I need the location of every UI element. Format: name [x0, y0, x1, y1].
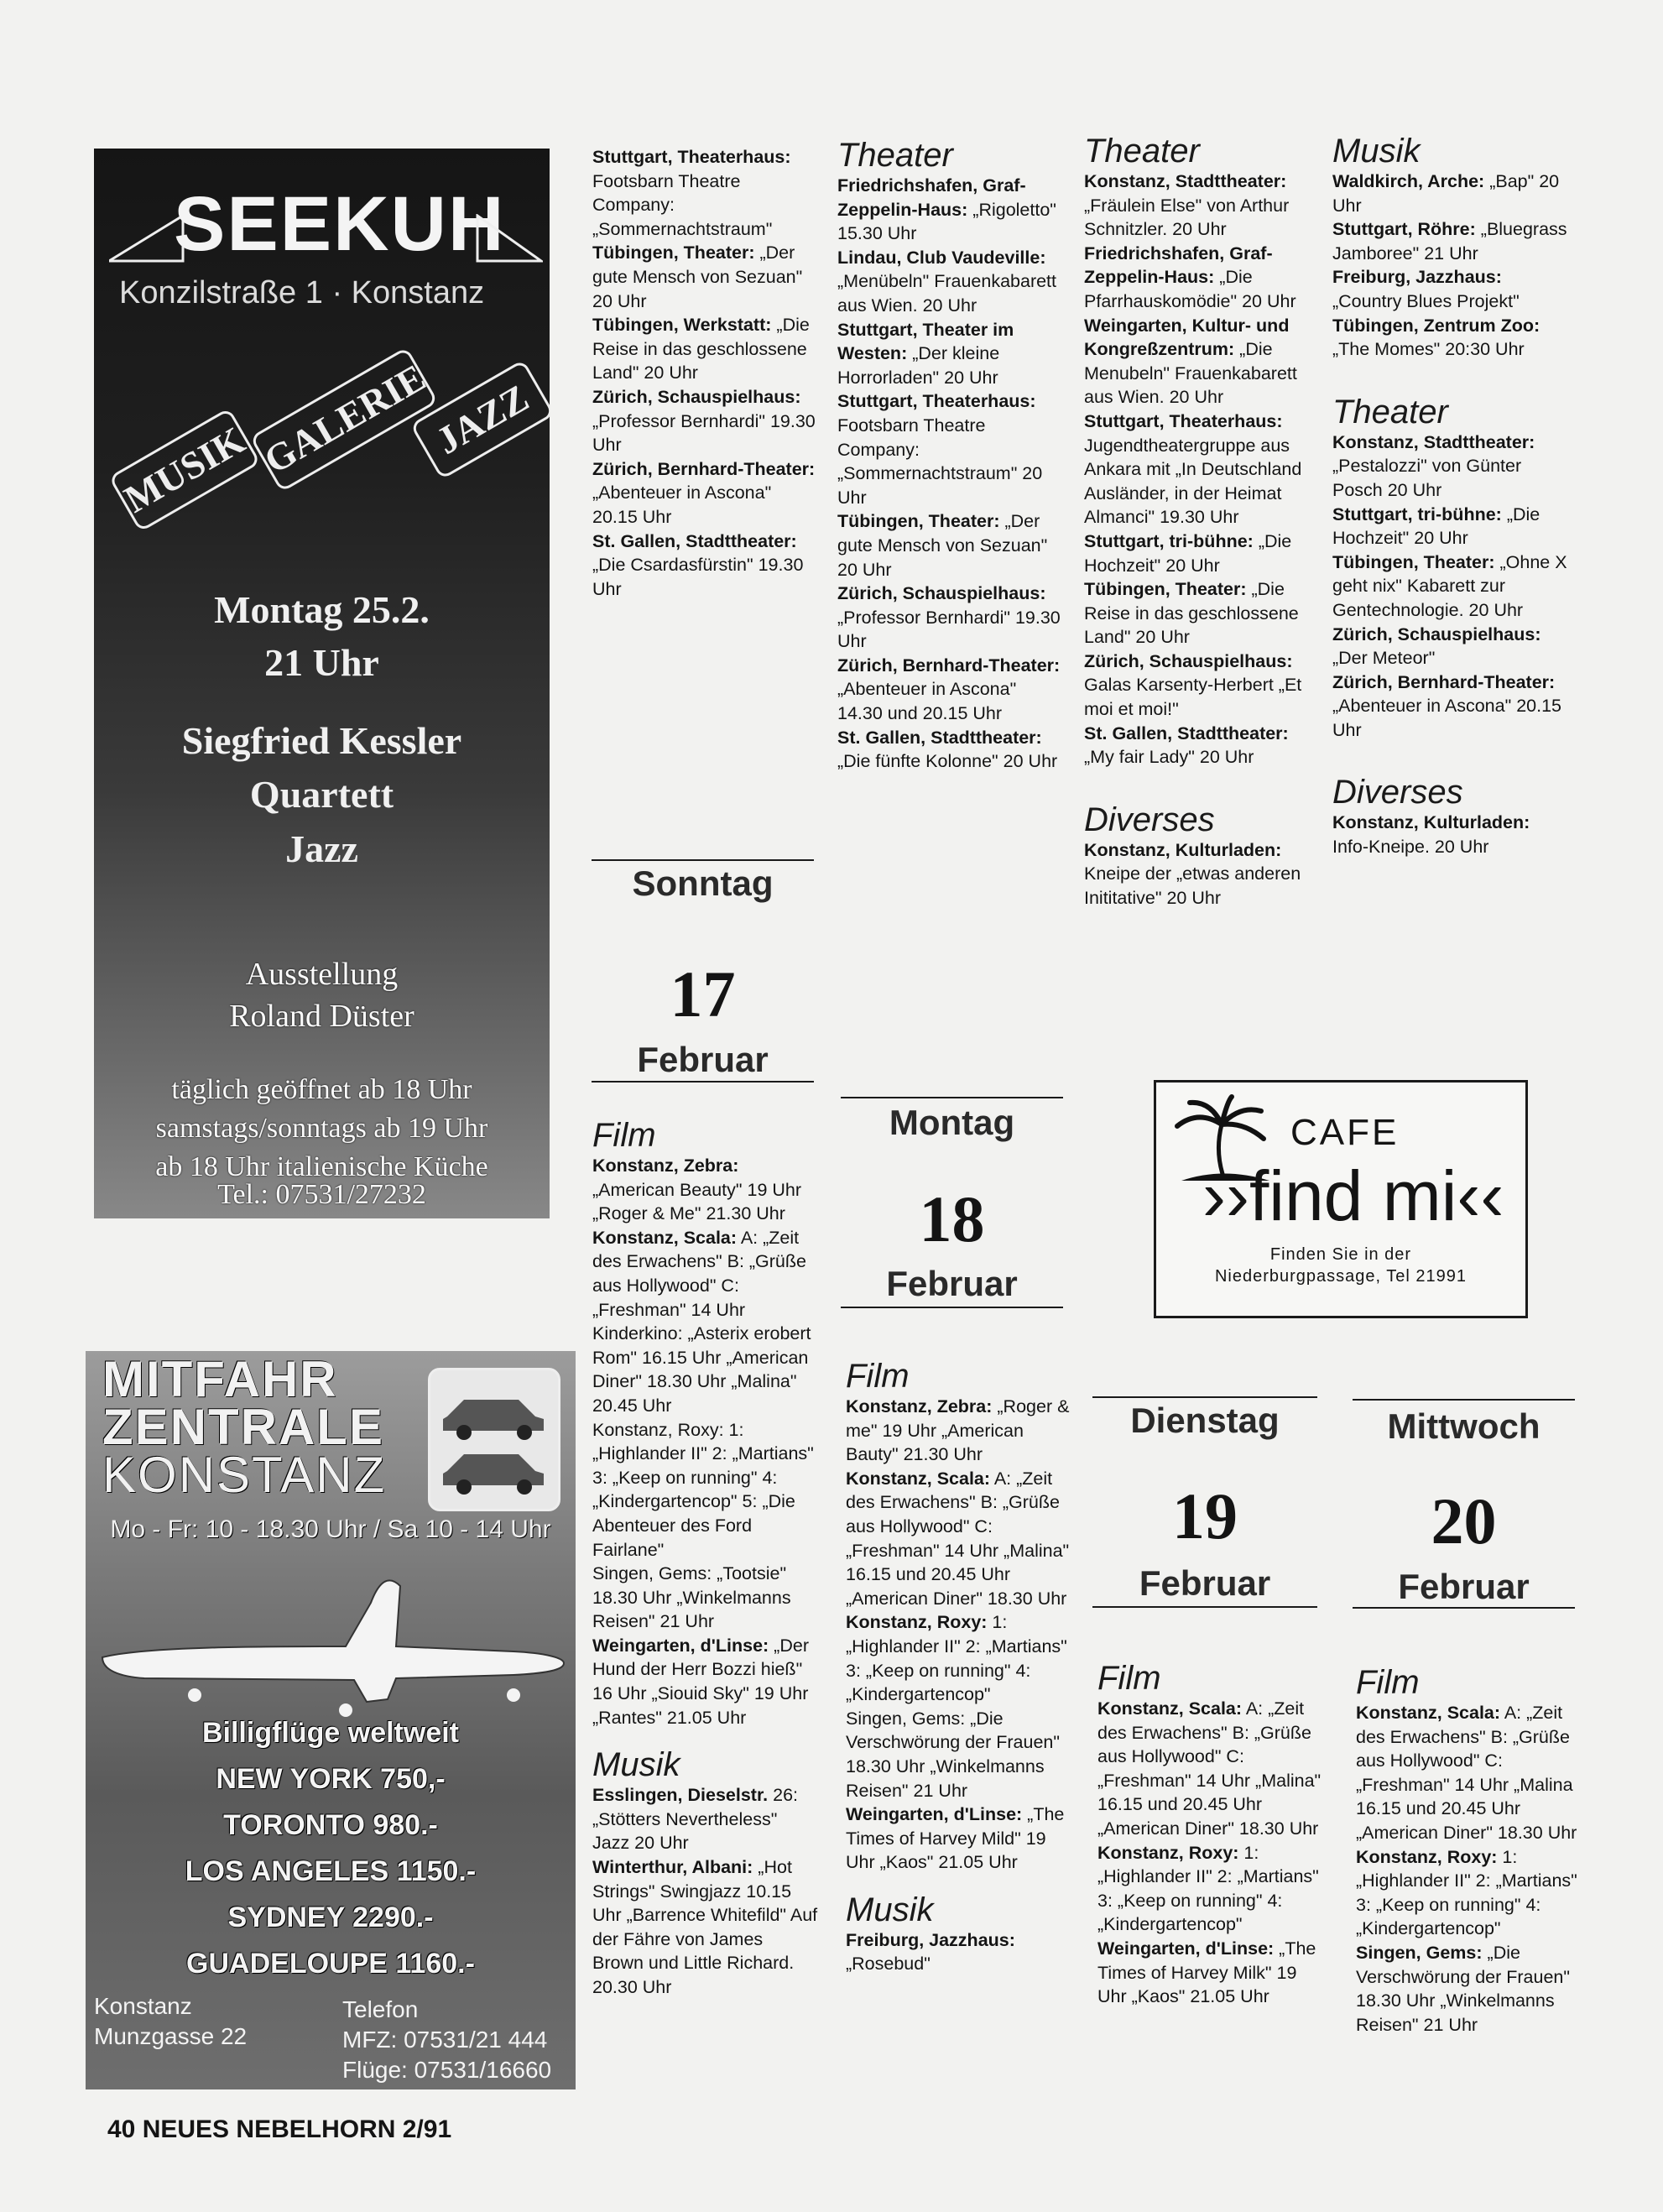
- event-details: Footsbarn Theatre Company: „Sommernachtstraum": [592, 170, 773, 239]
- venue-name: Friedrichshafen, Graf-Zeppelin-Haus:: [1084, 243, 1273, 288]
- listing-entry: [846, 1802, 1071, 1875]
- event-details: „The Momes" 20:30 Uhr: [1332, 339, 1525, 360]
- venue-name: St. Gallen, Stadttheater:: [592, 530, 797, 551]
- listing-entry: [846, 1928, 1071, 1976]
- seekuh-phone: Tel.: 07531/27232: [217, 1179, 426, 1210]
- event-details: „Der Meteor": [1332, 648, 1436, 669]
- mfz-line-2: ZENTRALE: [102, 1399, 384, 1455]
- venue-name: Weingarten, d'Linse:: [846, 1804, 1023, 1825]
- listing-entry: [1332, 217, 1567, 265]
- listing-entry: [1332, 265, 1567, 313]
- mfz-street: Munzgasse 22: [94, 2023, 248, 2049]
- flights-phone: Flüge: 07531/16660: [342, 2057, 552, 2083]
- listing-entry: [1097, 1937, 1326, 2009]
- venue-name: Tübingen, Theater:: [592, 243, 755, 263]
- section-heading-film: Film: [1097, 1660, 1161, 1697]
- destination-item: TORONTO 980.-: [223, 1809, 438, 1841]
- venue-name: Tübingen, Theater:: [1084, 579, 1247, 600]
- listing-entry: [592, 530, 819, 602]
- day-header-tuesday: [1092, 1395, 1317, 1625]
- listing-entry: [592, 1154, 819, 1226]
- badge-jazz: JAZZ: [409, 359, 550, 480]
- venue-name: Zürich, Schauspielhaus:: [1332, 623, 1541, 644]
- venue-name: Stuttgart, tri-bühne:: [1084, 530, 1254, 551]
- venue-name: Stuttgart, Theaterhaus:: [592, 147, 791, 167]
- seekuh-address: Konzilstraße 1 · Konstanz: [119, 275, 485, 310]
- listing-entry: [837, 246, 1062, 318]
- event-details: „Die Reise in das geschlossene Land" 20 Uhr: [1084, 579, 1299, 648]
- event-details: A: „Zeit des Erwachens" B: „Grüße aus Hollywood" C: „Freshman" 14 Uhr „Malina" 16.15 und 20.45 Uhr „American Diner" 18.30 Uhr: [1097, 1698, 1322, 1839]
- event-details: Konstanz, Roxy: 1: „Highlander II" 2: „Martians" 3: „Keep on running" 4: „Kindergartencop" 5: „Die Abenteuer des Ford Fairlane": [592, 1419, 814, 1560]
- column-b-top: [837, 138, 1062, 774]
- listing-entry: [837, 389, 1062, 509]
- day-header-monday: [841, 1095, 1063, 1323]
- day-number: 18: [919, 1182, 985, 1255]
- listing-entry: [1084, 242, 1312, 314]
- exhibit-artist: Roland Düster: [229, 999, 414, 1034]
- day-number: 17: [670, 957, 736, 1030]
- event-details: „Der gute Mensch von Sezuan" 20 Uhr: [837, 511, 1048, 580]
- venue-name: Freiburg, Jazzhaus:: [846, 1929, 1015, 1950]
- venue-name: Tübingen, Zentrum Zoo:: [1332, 315, 1540, 336]
- listing-entry: [1332, 503, 1567, 550]
- listing-entry: [1084, 722, 1312, 770]
- venue-name: Zürich, Schauspielhaus:: [592, 386, 801, 407]
- venue-name: Konstanz, Kulturladen:: [1332, 812, 1530, 833]
- mfz-phone: MFZ: 07531/21 444: [342, 2027, 548, 2053]
- listing-entry: [592, 1634, 819, 1729]
- venue-name: Konstanz, Roxy:: [1356, 1846, 1498, 1867]
- event-details: „Ohne X geht nix" Kabarett zur Gentechnologie. 20 Uhr: [1332, 551, 1567, 620]
- day-header-sunday: [592, 856, 814, 1087]
- listing-entry: [1332, 550, 1567, 623]
- event-details: „The Times of Harvey Mild" 19 Uhr „Kaos" 21.05 Uhr: [846, 1804, 1065, 1873]
- exhibit-title: Ausstellung: [245, 957, 399, 992]
- column-d-bottom: [1356, 1666, 1584, 2037]
- section-heading-diverses: Diverses: [1084, 801, 1215, 838]
- listing-entry: [592, 1562, 819, 1634]
- page-footer: 40 NEUES NEBELHORN 2/91: [107, 2115, 452, 2143]
- column-a-top: [592, 145, 819, 601]
- venue-name: Konstanz, Roxy:: [1097, 1842, 1239, 1863]
- event-details: „Fräulein Else" von Arthur Schnitzler. 20 Uhr: [1084, 195, 1290, 240]
- badge-musik: MUSIK: [108, 408, 261, 533]
- event-details: „Die Reise in das geschlossene Land" 20 Uhr: [592, 315, 810, 383]
- listing-entry: [837, 726, 1062, 774]
- event-details: Footsbarn Theatre Company: „Sommernachtstraum" 20 Uhr: [837, 415, 1043, 508]
- event-details: „My fair Lady" 20 Uhr: [1084, 747, 1254, 768]
- column-b-bottom: [846, 1359, 1071, 1976]
- column-c-top: [1084, 134, 1312, 910]
- event-details: „Country Blues Projekt": [1332, 290, 1520, 311]
- venue-name: Waldkirch, Arche:: [1332, 171, 1485, 191]
- event-details: 1: „Highlander II" 2: „Martians" 3: „Keep on running" 4: „Kindergartencop": [1097, 1842, 1319, 1935]
- venue-name: Zürich, Bernhard-Theater:: [1332, 671, 1556, 692]
- listing-entry: [1084, 650, 1312, 722]
- listing-entry: [592, 385, 819, 457]
- column-d-top: [1332, 134, 1567, 859]
- event-details: 1: „Highlander II" 2: „Martians" 3: „Keep on running" 4: „Kindergartencop": [846, 1612, 1067, 1705]
- mfz-line-1: MITFAHR: [102, 1351, 338, 1407]
- section-heading-film: Film: [592, 1117, 656, 1154]
- venue-name: Stuttgart, Röhre:: [1332, 219, 1476, 240]
- day-number: 19: [1172, 1479, 1238, 1552]
- section-heading-film: Film: [1356, 1664, 1420, 1701]
- venue-name: Konstanz, Scala:: [846, 1468, 991, 1489]
- venue-name: Zürich, Bernhard-Theater:: [592, 458, 816, 479]
- event-details: Jugendtheatergruppe aus Ankara mit „In Deutschland Ausländer, in der Heimat Almanci" 19.30 Uhr: [1084, 435, 1302, 528]
- event-details: „The Times of Harvey Milk" 19 Uhr „Kaos" 21.05 Uhr: [1097, 1938, 1316, 2007]
- flights-headline: Billigflüge weltweit: [201, 1717, 460, 1749]
- event-details: Singen, Gems: „Tootsie" 18.30 Uhr „Winkelmanns Reisen" 21 Uhr: [592, 1563, 791, 1632]
- section-heading-musik: Musik: [1332, 133, 1421, 170]
- venue-name: Konstanz, Zebra:: [846, 1396, 993, 1416]
- listing-entry: [1332, 430, 1567, 503]
- column-a-bottom: [592, 1119, 819, 2000]
- listing-entry: [1332, 623, 1567, 670]
- event-details: „Die Hochzeit" 20 Uhr: [1332, 503, 1540, 549]
- day-name: Sonntag: [632, 863, 774, 903]
- event-details: „Rigoletto" 15.30 Uhr: [837, 199, 1056, 244]
- cafe-tagline: Finden Sie in der: [1269, 1245, 1412, 1264]
- venue-name: Konstanz, Scala:: [1356, 1703, 1501, 1723]
- event-details: „Menübeln" Frauenkabarett aus Wien. 20 Uhr: [837, 271, 1057, 316]
- destination-item: SYDNEY 2290.-: [227, 1902, 434, 1933]
- event-details: Galas Karsenty-Herbert „Et moi et moi!": [1084, 675, 1302, 720]
- event-details: Kneipe der „etwas anderen Inititative" 20 Uhr: [1084, 863, 1301, 909]
- listing-entry: [1084, 314, 1312, 410]
- listing-entry: [592, 1783, 819, 1855]
- event-details: „Pestalozzi" von Günter Posch 20 Uhr: [1332, 456, 1522, 500]
- badge-galerie: GALERIE: [249, 347, 438, 493]
- venue-name: Stuttgart, Theaterhaus:: [837, 391, 1036, 412]
- column-c-bottom: [1097, 1662, 1326, 2009]
- cafe-find-mi-advertisement: [1154, 1080, 1528, 1318]
- mfz-city: Konstanz: [94, 1993, 192, 2019]
- listing-entry: [592, 313, 819, 385]
- venue-name: Weingarten, Kultur- und Kongreßzentrum:: [1084, 315, 1290, 360]
- event-details: Singen, Gems: „Die Verschwörung der Frauen" 18.30 Uhr „Winkelmanns Reisen" 21 Uhr: [846, 1708, 1061, 1801]
- venue-name: Stuttgart, Theaterhaus:: [1084, 410, 1283, 431]
- listing-entry: [1356, 1845, 1584, 1941]
- section-heading-diverses: Diverses: [1332, 774, 1463, 811]
- venue-name: St. Gallen, Stadttheater:: [837, 727, 1042, 748]
- listing-entry: [846, 1467, 1071, 1611]
- listing-entry: [837, 318, 1062, 390]
- event-details: „Der gute Mensch von Sezuan" 20 Uhr: [592, 243, 803, 311]
- event-time: 21 Uhr: [264, 641, 379, 684]
- venue-name: Konstanz, Stadttheater:: [1084, 171, 1287, 191]
- venue-name: Stuttgart, Theater im Westen:: [837, 319, 1014, 364]
- day-number: 20: [1431, 1484, 1497, 1557]
- listing-entry: [837, 509, 1062, 582]
- event-details: „Die Pfarrhauskomödie" 20 Uhr: [1084, 267, 1296, 311]
- day-header-wednesday: [1353, 1397, 1575, 1628]
- listing-entry: [592, 1226, 819, 1418]
- triangle-right-icon: [476, 214, 543, 263]
- artist-line-3: Jazz: [285, 827, 358, 870]
- venue-name: Winterthur, Albani:: [592, 1857, 753, 1878]
- event-details: „Roger & me" 19 Uhr „American Bauty" 21.30 Uhr: [846, 1396, 1070, 1465]
- section-heading-theater: Theater: [1332, 393, 1448, 430]
- event-details: „Abenteuer in Ascona" 20.15 Uhr: [1332, 696, 1561, 740]
- event-details: „American Beauty" 19 Uhr „Roger & Me" 21.30 Uhr: [592, 1179, 802, 1224]
- listing-entry: [592, 1855, 819, 2000]
- venue-name: Weingarten, d'Linse:: [592, 1635, 769, 1656]
- listing-entry: [1084, 170, 1312, 242]
- venue-name: St. Gallen, Stadttheater:: [1084, 723, 1289, 743]
- section-heading-theater: Theater: [1084, 133, 1200, 170]
- event-details: „Die Menubeln" Frauenkabarett aus Wien. 20 Uhr: [1084, 339, 1297, 408]
- day-month: Februar: [886, 1264, 1018, 1303]
- event-details: „Der kleine Horrorladen" 20 Uhr: [837, 343, 1000, 388]
- venue-name: Zürich, Schauspielhaus:: [1084, 650, 1293, 671]
- opening-hours-1: täglich geöffnet ab 18 Uhr: [171, 1074, 472, 1105]
- listing-entry: [837, 174, 1062, 246]
- listing-entry: [1356, 1941, 1584, 2037]
- artist-line-1: Siegfried Kessler: [181, 719, 462, 762]
- venue-name: Lindau, Club Vaudeville:: [837, 247, 1046, 268]
- event-details: „Professor Bernhardi" 19.30 Uhr: [837, 607, 1061, 652]
- section-heading-theater: Theater: [837, 137, 953, 174]
- venue-name: Stuttgart, tri-bühne:: [1332, 503, 1502, 524]
- listing-entry: [1332, 811, 1567, 858]
- mitfahrzentrale-advertisement: [86, 1351, 576, 2089]
- event-details: „Der Hund der Herr Bozzi hieß" 16 Uhr „Siouid Sky" 19 Uhr „Rantes" 21.05 Uhr: [592, 1635, 809, 1728]
- event-details: „Die Hochzeit" 20 Uhr: [1084, 530, 1292, 576]
- listing-entry: [592, 145, 819, 241]
- event-details: „Die fünfte Kolonne" 20 Uhr: [837, 751, 1058, 772]
- artist-line-2: Quartett: [249, 773, 394, 816]
- venue-name: Weingarten, d'Linse:: [1097, 1938, 1275, 1959]
- event-details: „Rosebud": [846, 1954, 931, 1975]
- venue-name: Konstanz, Scala:: [592, 1227, 738, 1248]
- event-details: A: „Zeit des Erwachens" B: „Grüße aus Hollywood" C: „Freshman" 14 Uhr „Malina 16.15 und 20.45 Uhr „American Diner" 18.30 Uhr: [1356, 1703, 1577, 1843]
- section-heading-musik: Musik: [592, 1746, 680, 1784]
- listing-entry: [592, 1418, 819, 1562]
- venue-name: Zürich, Schauspielhaus:: [837, 583, 1046, 604]
- venue-name: Tübingen, Theater:: [837, 511, 1000, 532]
- listing-entry: [846, 1610, 1071, 1706]
- venue-name: Tübingen, Werkstatt:: [592, 315, 772, 336]
- venue-name: Konstanz, Stadttheater:: [1332, 431, 1535, 452]
- destination-item: GUADELOUPE 1160.-: [186, 1948, 475, 1980]
- venue-name: Zürich, Bernhard-Theater:: [837, 655, 1061, 676]
- day-month: Februar: [637, 1040, 769, 1079]
- section-heading-musik: Musik: [846, 1891, 934, 1928]
- day-month: Februar: [1398, 1567, 1530, 1606]
- listing-entry: [1332, 670, 1567, 743]
- destination-item: LOS ANGELES 1150.-: [185, 1855, 477, 1887]
- venue-name: Konstanz, Scala:: [1097, 1698, 1243, 1719]
- day-name: Montag: [889, 1103, 1015, 1142]
- listing-entry: [1332, 170, 1567, 217]
- venue-name: Esslingen, Dieselstr.: [592, 1785, 769, 1806]
- section-heading-film: Film: [846, 1358, 910, 1395]
- listing-entry: [1332, 314, 1567, 362]
- opening-hours-3: ab 18 Uhr italienische Küche: [155, 1151, 488, 1182]
- opening-hours-2: samstags/sonntags ab 19 Uhr: [155, 1113, 488, 1144]
- event-details: „Abenteuer in Ascona" 14.30 und 20.15 Uhr: [837, 679, 1017, 724]
- listing-entry: [837, 582, 1062, 654]
- listing-entry: [592, 241, 819, 313]
- day-name: Mittwoch: [1387, 1406, 1540, 1446]
- listing-entry: [1084, 530, 1312, 577]
- event-details: 1: „Highlander II" 2: „Martians" 3: „Keep on running" 4: „Kindergartencop": [1356, 1846, 1577, 1939]
- event-details: „Bluegrass Jamboree" 21 Uhr: [1332, 219, 1567, 263]
- day-name: Dienstag: [1130, 1401, 1280, 1440]
- venue-name: Konstanz, Roxy:: [846, 1612, 988, 1633]
- event-details: „Professor Bernhardi" 19.30 Uhr: [592, 410, 816, 456]
- mfz-line-3: KONSTANZ: [102, 1447, 387, 1503]
- day-month: Februar: [1139, 1563, 1271, 1603]
- event-details: „Bap" 20 Uhr: [1332, 171, 1560, 216]
- event-details: „Hot Strings" Swingjazz 10.15 Uhr „Barrence Whitefild" Auf der Fähre von James Brown und Little Richard. 20.30 Uhr: [592, 1857, 818, 1997]
- cafe-label: CAFE: [1290, 1112, 1400, 1153]
- venue-name: Singen, Gems:: [1356, 1942, 1483, 1963]
- event-details: 26: „Stötters Nevertheless" Jazz 20 Uhr: [592, 1785, 798, 1854]
- listing-entry: [1084, 410, 1312, 530]
- listing-entry: [1097, 1841, 1326, 1937]
- event-details: A: „Zeit des Erwachens" B: „Grüße aus Hollywood" C: „Freshman" 14 Uhr „Malina" 16.15 und 20.45 Uhr „American Diner" 18.30 Uhr: [846, 1468, 1070, 1609]
- seekuh-advertisement: [94, 149, 550, 1218]
- listing-entry: [592, 457, 819, 530]
- listing-entry: [846, 1707, 1071, 1802]
- venue-name: Konstanz, Zebra:: [592, 1156, 739, 1176]
- event-details: Info-Kneipe. 20 Uhr: [1332, 837, 1489, 858]
- destination-item: NEW YORK 750,-: [216, 1763, 446, 1795]
- venue-name: Konstanz, Kulturladen:: [1084, 839, 1282, 860]
- listing-entry: [1356, 1701, 1584, 1845]
- event-date: Montag 25.2.: [214, 588, 430, 631]
- cafe-location: Niederburgpassage, Tel 21991: [1214, 1267, 1468, 1286]
- listing-entry: [846, 1395, 1071, 1467]
- event-details: „Die Csardasfürstin" 19.30 Uhr: [592, 555, 804, 599]
- cafe-name: ››find mi‹‹: [1202, 1156, 1504, 1235]
- mfz-hours: Mo - Fr: 10 - 18.30 Uhr / Sa 10 - 14 Uhr: [110, 1516, 551, 1543]
- mfz-phone-label: Telefon: [342, 1996, 419, 2022]
- venue-name: Friedrichshafen, Graf-Zeppelin-Haus:: [837, 175, 1026, 220]
- listing-entry: [1097, 1697, 1326, 1841]
- venue-name: Freiburg, Jazzhaus:: [1332, 267, 1502, 288]
- event-details: A: „Zeit des Erwachens" B: „Grüße aus Hollywood" C: „Freshman" 14 Uhr Kinderkino: „Asterix erobert Rom" 16.15 Uhr „American Diner" 18.30 Uhr „Malina" 20.45 Uhr: [592, 1227, 811, 1416]
- venue-name: Tübingen, Theater:: [1332, 551, 1495, 572]
- airplane-icon: [94, 1552, 568, 1720]
- event-details: „Die Verschwörung der Frauen" 18.30 Uhr „Winkelmanns Reisen" 21 Uhr: [1356, 1942, 1571, 2035]
- car-logo-icon: [428, 1368, 560, 1511]
- listing-entry: [1084, 577, 1312, 650]
- event-details: „Abenteuer in Ascona" 20.15 Uhr: [592, 483, 772, 527]
- seekuh-logo: SEEKUH: [174, 181, 506, 267]
- listing-entry: [837, 654, 1062, 726]
- listing-entry: [1084, 838, 1312, 910]
